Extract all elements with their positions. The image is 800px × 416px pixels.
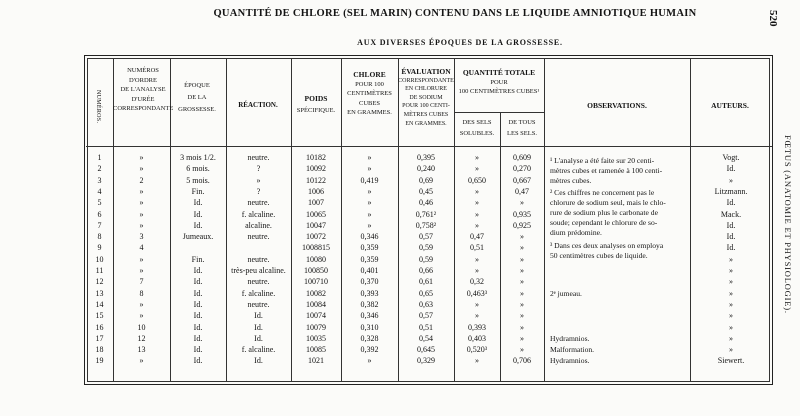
cell-chlore: »: [367, 153, 372, 162]
observation-line: rure de sodium plus le carbonate de: [550, 208, 658, 217]
header-numeros: NUMÉROS.: [95, 90, 101, 124]
cell-tous-sels: »: [520, 322, 524, 332]
cell-reaction: neutre.: [247, 198, 270, 208]
cell-chlore: 0,370: [360, 277, 379, 287]
cell-poids: 10047: [306, 220, 326, 230]
row-number: 3: [97, 175, 102, 185]
cell-reaction: Id.: [254, 311, 263, 321]
cell-tous-sels: »: [520, 299, 524, 309]
cell-poids: 100710: [304, 277, 328, 287]
cell-epoque: 3 mois 1/2.: [180, 153, 216, 162]
header-sels-solubles: [454, 117, 500, 139]
cell-ordre: »: [139, 311, 144, 321]
row-observation: Malformation.: [550, 345, 595, 355]
header-rule: [454, 112, 544, 113]
cell-tous-sels: »: [520, 232, 524, 242]
header-tous-sels-l2: LES SELS.: [507, 130, 537, 137]
cell-tous-sels: »: [520, 198, 524, 208]
cell-tous-sels: 0,667: [513, 175, 531, 185]
cell-ordre: »: [139, 299, 144, 309]
cell-reaction: Id.: [254, 356, 263, 366]
cell-tous-sels: »: [520, 277, 524, 287]
cell-epoque: Id.: [193, 209, 203, 219]
header-sels-solubles-l2: SOLUBLES.: [459, 130, 495, 137]
header-quantite: [454, 68, 544, 97]
cell-chlore: 0,393: [360, 288, 379, 298]
row-number: 5: [97, 198, 102, 208]
cell-poids: 1007: [308, 198, 324, 208]
cell-evaluation: 0,240: [417, 164, 435, 174]
cell-chlore: 0,359: [360, 243, 379, 253]
cell-ordre: 3: [139, 232, 144, 242]
cell-poids: 10082: [306, 288, 326, 298]
cell-epoque: Jumeaux.: [182, 232, 214, 242]
cell-tous-sels: »: [520, 333, 524, 343]
cell-epoque: Fin.: [191, 186, 205, 196]
header-auteurs: AUTEURS.: [711, 101, 749, 110]
cell-reaction: neutre.: [247, 299, 270, 309]
cell-chlore: 0,346: [360, 311, 379, 321]
cell-reaction: neutre.: [247, 277, 270, 287]
cell-sels-solubles: »: [475, 164, 479, 174]
cell-auteur: Vogt.: [722, 153, 740, 162]
cell-evaluation: 0,54: [419, 333, 433, 343]
cell-chlore: 0,382: [360, 299, 379, 309]
cell-chlore: 0,401: [360, 266, 379, 275]
cell-chlore: 0,346: [360, 232, 379, 242]
cell-evaluation: 0,57: [419, 232, 433, 242]
row-number: 10: [95, 254, 104, 264]
cell-reaction: f. alcaline.: [241, 345, 276, 355]
cell-auteur: Id.: [726, 232, 736, 242]
cell-tous-sels: »: [520, 311, 524, 321]
cell-tous-sels: 0,925: [513, 220, 531, 230]
cell-evaluation: 0,59: [419, 243, 433, 253]
cell-poids: 10122: [306, 175, 326, 185]
cell-sels-solubles: »: [475, 209, 479, 219]
cell-chlore: »: [367, 209, 372, 219]
observation-line: ¹ L'analyse a été faite sur 20 centi-: [550, 156, 655, 165]
cell-epoque: Id.: [193, 266, 203, 275]
cell-poids: 10085: [306, 345, 326, 355]
header-evaluation-l1: ÉVALUATION: [401, 67, 451, 76]
cell-sels-solubles: 0,403: [468, 333, 486, 343]
cell-reaction: »: [256, 175, 261, 185]
row-number: 16: [95, 322, 104, 332]
cell-ordre: »: [139, 266, 144, 275]
cell-sels-solubles: »: [475, 153, 479, 162]
cell-reaction: neutre.: [247, 254, 270, 264]
cell-tous-sels: 0,706: [513, 356, 531, 366]
cell-poids: 10092: [306, 164, 326, 174]
cell-reaction: alcaline.: [245, 220, 272, 230]
header-ordre-l5: CORRESPONDANTE: [113, 105, 174, 112]
cell-evaluation: 0,761²: [415, 209, 437, 219]
header-ordre: [113, 66, 173, 114]
cell-tous-sels: »: [520, 243, 524, 253]
header-ordre-l4: D'URÉE: [131, 95, 155, 103]
cell-tous-sels: 0,270: [513, 164, 531, 174]
cell-auteur: Litzmann.: [714, 186, 748, 196]
observation-line: mètres cubes.: [550, 175, 592, 185]
cell-evaluation: 0,69: [419, 175, 433, 185]
row-number: 11: [95, 266, 104, 275]
row-observation: 2ᵉ jumeau.: [550, 288, 582, 298]
cell-sels-solubles: »: [475, 299, 479, 309]
cell-evaluation: 0,758²: [415, 220, 437, 230]
header-ordre-l2: D'ORDRE: [129, 76, 157, 84]
header-tous-sels: [500, 117, 544, 139]
header-poids: [291, 93, 341, 117]
cell-reaction: neutre.: [247, 153, 270, 162]
cell-sels-solubles: 0,650: [468, 175, 486, 185]
cell-ordre: 10: [137, 322, 146, 332]
row-number: 17: [95, 333, 104, 343]
cell-epoque: Id.: [193, 333, 203, 343]
cell-chlore: 0,359: [360, 254, 379, 264]
cell-auteur: »: [729, 311, 733, 321]
observation-line: mètres cubes et ramenée à 100 centi-: [550, 165, 663, 175]
cell-reaction: Id.: [254, 322, 263, 332]
header-tous-sels-l1: DE TOUS: [508, 119, 536, 126]
row-number: 13: [95, 288, 104, 298]
cell-auteur: Id.: [726, 220, 736, 230]
cell-auteur: »: [729, 333, 733, 343]
cell-auteur: »: [729, 288, 733, 298]
cell-sels-solubles: »: [475, 266, 479, 275]
header-evaluation-l7: EN GRAMMES.: [405, 120, 447, 127]
header-rule: [86, 146, 772, 147]
cell-ordre: »: [139, 254, 144, 264]
observation-line: chlorure de sodium seul, mais le chlo-: [550, 198, 666, 208]
header-chlore-l1: CHLORE: [353, 70, 386, 79]
cell-evaluation: 0,329: [417, 356, 435, 366]
header-quantite-l1: QUANTITÉ TOTALE: [462, 68, 536, 77]
cell-epoque: Id.: [193, 322, 203, 332]
header-chlore-l2: POUR 100: [355, 80, 384, 88]
cell-poids: 100850: [304, 266, 328, 275]
cell-tous-sels: »: [520, 288, 524, 298]
header-poids-l1: POIDS: [304, 94, 328, 103]
row-number: 2: [97, 164, 102, 174]
cell-evaluation: 0,51: [419, 322, 433, 332]
cell-reaction: très-peu alcaline.: [231, 266, 286, 275]
row-number: 15: [95, 311, 104, 321]
cell-epoque: Id.: [193, 345, 203, 355]
row-observation: Hydramnios.: [550, 356, 590, 366]
header-epoque-l3: GROSSESSE.: [178, 106, 216, 113]
cell-evaluation: 0,46: [419, 198, 433, 208]
row-number: 18: [95, 345, 104, 355]
header-epoque-l2: DE LA: [187, 94, 207, 101]
cell-evaluation: 0,59: [419, 254, 433, 264]
cell-ordre: 2: [139, 175, 144, 185]
row-number: 19: [95, 356, 104, 366]
header-reaction: RÉACTION.: [238, 101, 278, 109]
cell-evaluation: 0,57: [419, 311, 433, 321]
cell-chlore: »: [367, 220, 372, 230]
cell-sels-solubles: »: [475, 254, 479, 264]
cell-sels-solubles: 0,463³: [466, 288, 488, 298]
observation-line: ² Ces chiffres ne concernent pas le: [550, 188, 655, 198]
cell-auteur: Siewert.: [717, 356, 745, 366]
cell-poids: 10074: [306, 311, 326, 321]
cell-evaluation: 0,61: [419, 277, 433, 287]
cell-auteur: »: [729, 299, 733, 309]
cell-tous-sels: »: [520, 345, 524, 355]
row-number: 8: [97, 232, 102, 242]
cell-evaluation: 0,63: [419, 299, 433, 309]
cell-tous-sels: 0,47: [515, 186, 529, 196]
cell-evaluation: 0,395: [417, 153, 435, 162]
cell-ordre: »: [139, 186, 144, 196]
cell-tous-sels: »: [520, 266, 524, 275]
cell-sels-solubles: 0,520³: [466, 345, 488, 355]
cell-epoque: Id.: [193, 288, 203, 298]
row-number: 7: [97, 220, 102, 230]
header-chlore: [341, 70, 398, 118]
header-evaluation-l6: MÈTRES CUBES: [403, 111, 449, 118]
cell-sels-solubles: »: [475, 220, 479, 230]
header-evaluation-l3: EN CHLORURE: [405, 86, 447, 93]
cell-ordre: 12: [137, 333, 146, 343]
header-epoque: [170, 80, 224, 116]
observation-line: soude; cependant le chlorure de so-: [550, 217, 658, 227]
cell-sels-solubles: 0,32: [470, 277, 484, 287]
cell-evaluation: 0,65: [419, 288, 433, 298]
cell-chlore: 0,328: [360, 333, 379, 343]
cell-chlore: »: [367, 198, 372, 208]
cell-auteur: Id.: [726, 164, 736, 174]
header-chlore-l5: EN GRAMMES.: [347, 109, 392, 116]
page-number: 520: [767, 10, 779, 27]
header-observations: OBSERVATIONS.: [587, 101, 647, 110]
header-epoque-l1: ÉPOQUE: [184, 82, 210, 89]
cell-sels-solubles: »: [475, 198, 479, 208]
cell-reaction: Id.: [254, 333, 263, 343]
cell-poids: 1021: [308, 356, 324, 366]
row-number: 9: [97, 243, 102, 253]
cell-epoque: Id.: [193, 220, 203, 230]
header-evaluation-l5: POUR 100 CENTI-: [402, 103, 450, 110]
cell-poids: 10035: [306, 333, 326, 343]
cell-evaluation: 0,66: [419, 266, 433, 275]
cell-auteur: »: [729, 322, 733, 332]
cell-tous-sels: »: [520, 254, 524, 264]
cell-auteur: »: [729, 345, 733, 355]
row-number: 4: [97, 186, 102, 196]
cell-poids: 10080: [306, 254, 326, 264]
row-observation: Hydramnios.: [550, 333, 590, 343]
observation-line: 50 centimètres cubes de liquide.: [550, 251, 648, 261]
cell-chlore: »: [367, 186, 372, 196]
cell-sels-solubles: 0,51: [470, 243, 484, 253]
header-evaluation-l4: DE SODIUM: [409, 94, 443, 101]
cell-epoque: Id.: [193, 299, 203, 309]
cell-evaluation: 0,645: [417, 345, 435, 355]
cell-epoque: Id.: [193, 277, 203, 287]
row-number: 1: [97, 153, 102, 162]
cell-ordre: 8: [139, 288, 144, 298]
header-quantite-l3: 100 CENTIMÈTRES CUBES¹: [458, 88, 540, 95]
cell-sels-solubles: »: [475, 311, 479, 321]
cell-auteur: »: [729, 254, 733, 264]
cell-poids: 10065: [306, 209, 326, 219]
cell-chlore: »: [367, 164, 372, 174]
cell-ordre: »: [139, 164, 144, 174]
row-number: 14: [95, 299, 104, 309]
cell-poids: 10182: [306, 153, 326, 162]
cell-epoque: Id.: [193, 198, 203, 208]
cell-ordre: »: [139, 153, 144, 162]
cell-chlore: 0,392: [360, 345, 379, 355]
header-evaluation-l2: CORRESPONDANTE: [398, 77, 454, 84]
cell-auteur: Id.: [726, 243, 736, 253]
cell-auteur: »: [729, 277, 733, 287]
cell-tous-sels: 0,935: [513, 209, 531, 219]
header-ordre-l3: DE L'ANALYSE: [120, 86, 166, 93]
page-title: QUANTITÉ DE CHLORE (SEL MARIN) CONTENU DANS LE LIQUIDE AMNIOTIQUE HUMAIN: [213, 8, 697, 19]
cell-epoque: 5 mois.: [186, 175, 210, 185]
cell-evaluation: 0,45: [419, 186, 433, 196]
cell-poids: 10079: [306, 322, 326, 332]
cell-reaction: ?: [256, 186, 261, 196]
cell-auteur: »: [729, 175, 733, 185]
cell-epoque: 6 mois.: [186, 164, 210, 174]
cell-poids: 10084: [306, 299, 326, 309]
cell-ordre: »: [139, 209, 144, 219]
cell-sels-solubles: »: [475, 186, 479, 196]
observation-line: ³ Dans ces deux analyses on employa: [550, 241, 664, 251]
cell-sels-solubles: 0,47: [470, 232, 484, 242]
cell-epoque: Id.: [193, 356, 203, 366]
cell-epoque: Id.: [193, 311, 203, 321]
cell-ordre: 4: [139, 243, 144, 253]
cell-auteur: Mack.: [720, 209, 742, 219]
header-chlore-l3: CENTIMÈTRES: [347, 90, 392, 97]
cell-chlore: 0,310: [360, 322, 379, 332]
cell-ordre: 7: [139, 277, 144, 287]
cell-poids: 1006: [308, 186, 324, 196]
cell-sels-solubles: 0,393: [468, 322, 486, 332]
cell-ordre: 13: [137, 345, 146, 355]
cell-chlore: »: [367, 356, 372, 366]
cell-ordre: »: [139, 356, 144, 366]
header-quantite-l2: POUR: [490, 78, 508, 86]
header-evaluation: [398, 68, 454, 128]
cell-poids: 1008815: [302, 243, 330, 253]
header-ordre-l1: NUMÉROS: [127, 67, 159, 74]
cell-reaction: ?: [256, 164, 261, 174]
side-heading: FŒTUS (ANATOMIE ET PHYSIOLOGIE).: [783, 135, 793, 314]
cell-auteur: Id.: [726, 198, 736, 208]
header-poids-l2: SPÉCIFIQUE.: [296, 107, 336, 114]
cell-tous-sels: 0,609: [513, 153, 531, 162]
header-chlore-l4: CUBES: [359, 99, 380, 107]
cell-epoque: Fin.: [191, 254, 205, 264]
cell-poids: 10072: [306, 232, 326, 242]
cell-ordre: »: [139, 198, 144, 208]
header-sels-solubles-l1: DES SELS: [462, 119, 492, 126]
row-number: 12: [95, 277, 104, 287]
cell-ordre: »: [139, 220, 144, 230]
cell-chlore: 0,419: [360, 175, 379, 185]
observation-line: dium prédomine.: [550, 227, 602, 237]
cell-auteur: »: [729, 266, 733, 275]
cell-sels-solubles: »: [475, 356, 479, 366]
row-number: 6: [97, 209, 102, 219]
page-subtitle: AUX DIVERSES ÉPOQUES DE LA GROSSESSE.: [357, 38, 563, 47]
cell-reaction: neutre.: [247, 232, 270, 242]
cell-reaction: f. alcaline.: [241, 288, 276, 298]
cell-reaction: f. alcaline.: [241, 209, 276, 219]
